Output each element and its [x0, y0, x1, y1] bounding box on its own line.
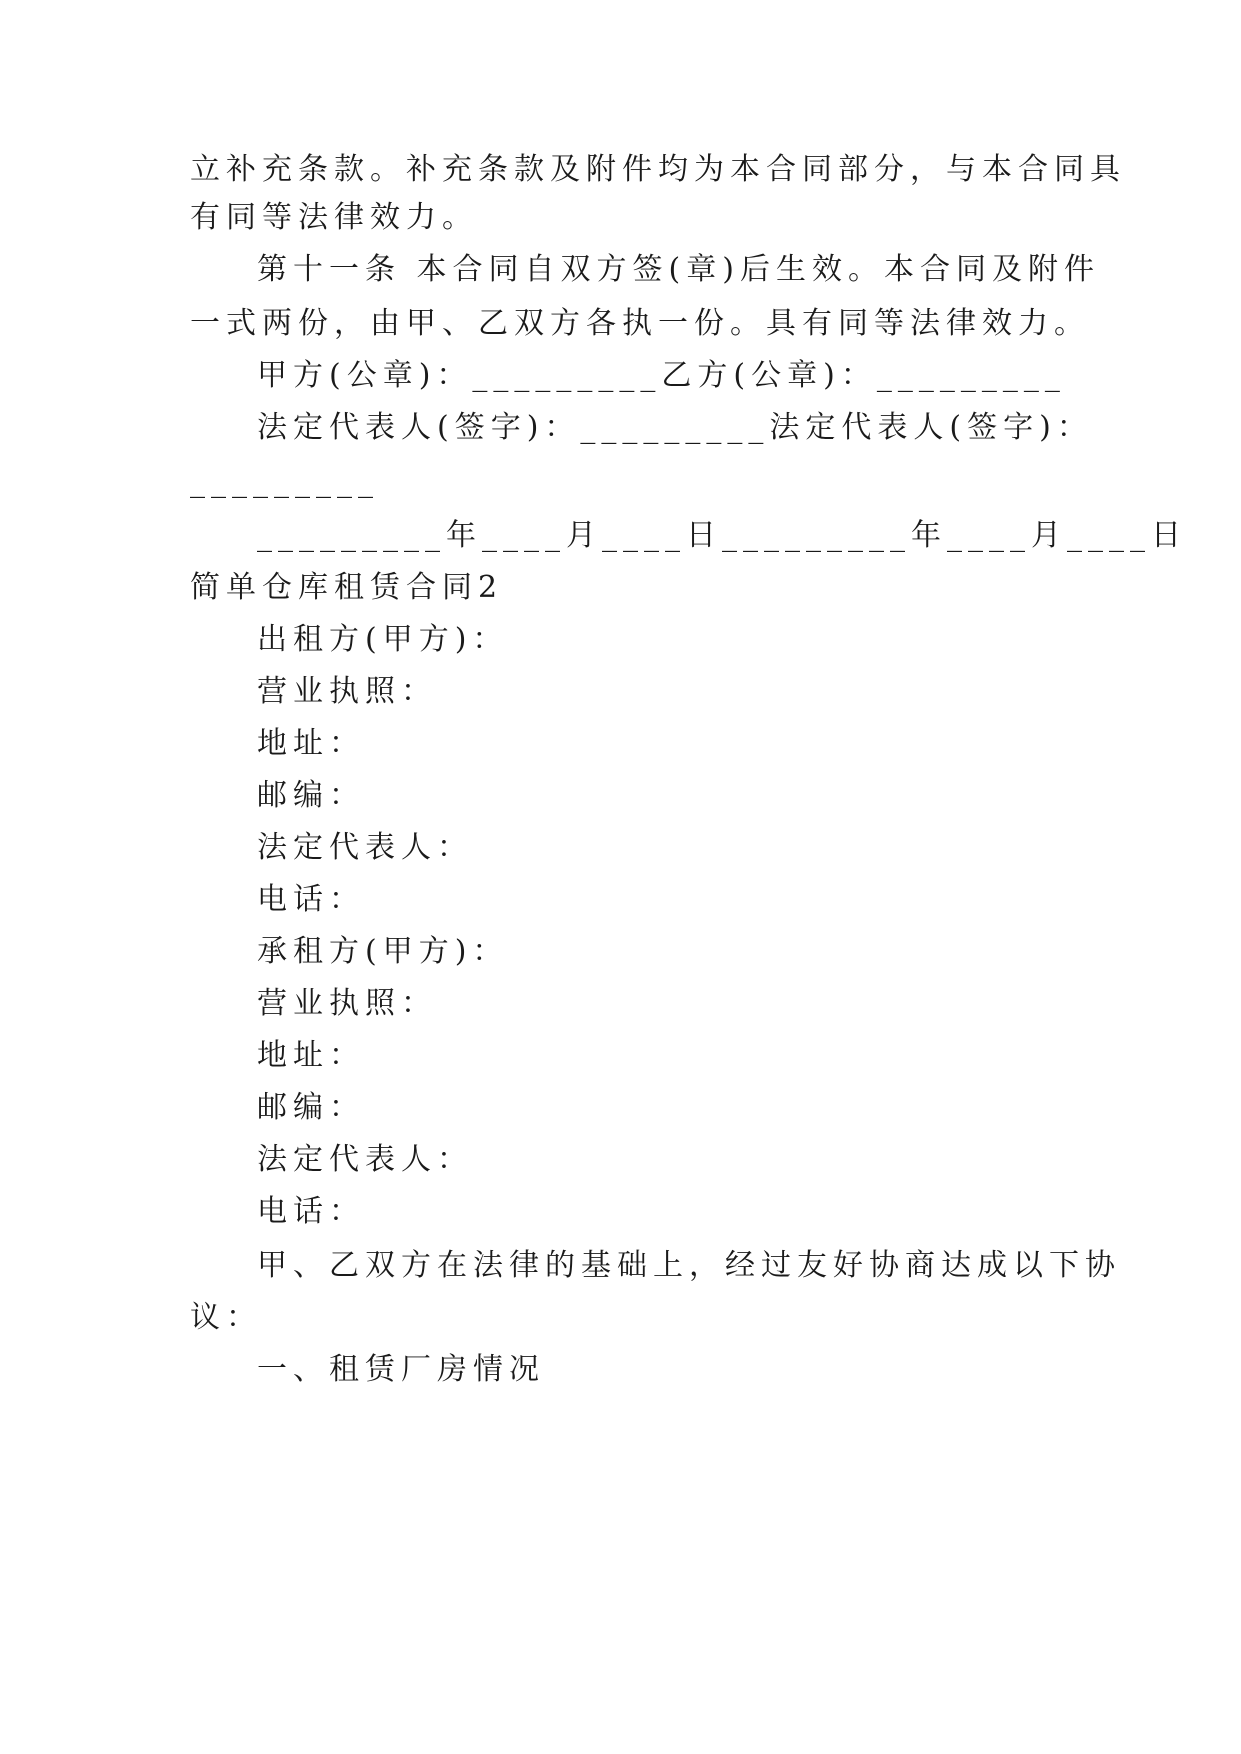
- postcode-label: 邮编：: [257, 778, 365, 813]
- text-line: 议：: [190, 1300, 262, 1335]
- business-license-label: 营业执照：: [257, 674, 437, 709]
- text-line: 立补充条款。补充条款及附件均为本合同部分，与本合同具: [190, 152, 1126, 187]
- signature-seal-line: 甲方(公章)：_________乙方(公章)：_________: [257, 358, 1066, 393]
- date-line: _________年____月____日_________年____月____日: [257, 518, 1187, 553]
- address-label: 地址：: [257, 1038, 365, 1073]
- text-line: 有同等法律效力。: [190, 200, 478, 235]
- business-license-label: 营业执照：: [257, 986, 437, 1021]
- signature-representative-line: 法定代表人(签字)：_________法定代表人(签字)：: [257, 410, 1093, 445]
- legal-representative-label: 法定代表人：: [257, 1142, 473, 1177]
- agreement-intro: 甲、乙双方在法律的基础上，经过友好协商达成以下协: [257, 1248, 1121, 1283]
- clause-eleven: 第十一条 本合同自双方签(章)后生效。本合同及附件: [257, 252, 1100, 287]
- lessee-label: 承租方(甲方)：: [257, 934, 509, 969]
- phone-label: 电话：: [257, 882, 365, 917]
- address-label: 地址：: [257, 726, 365, 761]
- legal-representative-label: 法定代表人：: [257, 830, 473, 865]
- lessor-label: 出租方(甲方)：: [257, 622, 509, 657]
- text-line: 一式两份，由甲、乙双方各执一份。具有同等法律效力。: [190, 306, 1090, 341]
- signature-blank: _________: [190, 464, 379, 499]
- document-title: 简单仓库租赁合同2: [190, 570, 504, 605]
- section-heading: 一、租赁厂房情况: [257, 1352, 545, 1387]
- postcode-label: 邮编：: [257, 1090, 365, 1125]
- phone-label: 电话：: [257, 1194, 365, 1229]
